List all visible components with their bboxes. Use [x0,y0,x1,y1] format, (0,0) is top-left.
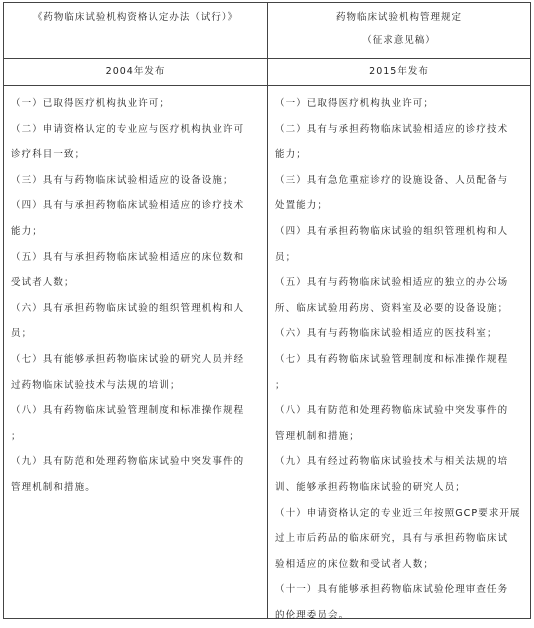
left-requirements-list [4,86,267,501]
right-title-text: 药物临床试验机构管理规定 [335,12,462,23]
list-item: （六）具有承担药物临床试验的组织管理机构和人 员； [11,302,245,340]
list-item: （二）具有与承担药物临床试验相适应的诊疗技术 能力； [275,123,509,161]
list-item: （十一）具有能够承担药物临床试验伦理审查任务 的伦理委员会。 [275,584,509,621]
left-column-title [4,3,267,58]
list-item: （八）具有防范和处理药物临床试验中突发事件的 管理机制和措施； [275,405,509,442]
list-item: （五）具有与药物临床试验相适应的独立的办公场 所、临床试验用药房、资料室及必要的设备设施； [275,277,509,314]
left-year: 2004年发布 [105,66,166,77]
right-subtitle-text: （征求意见稿） [362,35,436,46]
list-item: （九）具有防范和处理药物临床试验中突发事件的 管理机制和措施。 [11,456,245,493]
list-item: （六）具有与药物临床试验相适应的医技科室； [275,328,498,340]
list-item: （三）具有与药物临床试验相适应的设备设施； [11,174,234,186]
right-requirements-list [268,86,530,628]
list-item: （七）具有能够承担药物临床试验的研究人员并经 过药物临床试验技术与法规的培训； [11,353,245,391]
list-item: （三）具有急危重症诊疗的设施设备、人员配备与 处置能力； [275,174,509,212]
list-item: （一）已取得医疗机构执业许可； [275,98,435,109]
list-item: （四）具有承担药物临床试验的组织管理机构和人 员； [275,225,509,263]
right-column-title [268,3,530,58]
list-item: （九）具有经过药物临床试验技术与相关法规的培 训、能够承担药物临床试验的研究人员； [275,456,509,493]
list-item: （五）具有与承担药物临床试验相适应的床位数和 受试者人数； [11,251,245,289]
list-item: （四）具有与承担药物临床试验相适应的诊疗技术 能力； [11,200,245,237]
list-item: （八）具有药物临床试验管理制度和标准操作规程 ； [11,405,245,442]
right-year: 2015年发布 [369,66,429,77]
left-title-text: 《药物临床试验机构资格认定办法（试行）》 [32,12,239,23]
list-item: （一）已取得医疗机构执业许可； [11,98,171,109]
list-item: （十）申请资格认定的专业近三年按照GCP要求开展 过上市后药品的临床研究，具有与承担药物临床试 验相适应的床位数和受试者人数； [275,507,521,570]
list-item: （二）申请资格认定的专业应与医疗机构执业许可 诊疗科目一致； [11,123,245,161]
comparison-table [3,2,531,619]
list-item: （七）具有药物临床试验管理制度和标准操作规程 ； [275,353,509,391]
